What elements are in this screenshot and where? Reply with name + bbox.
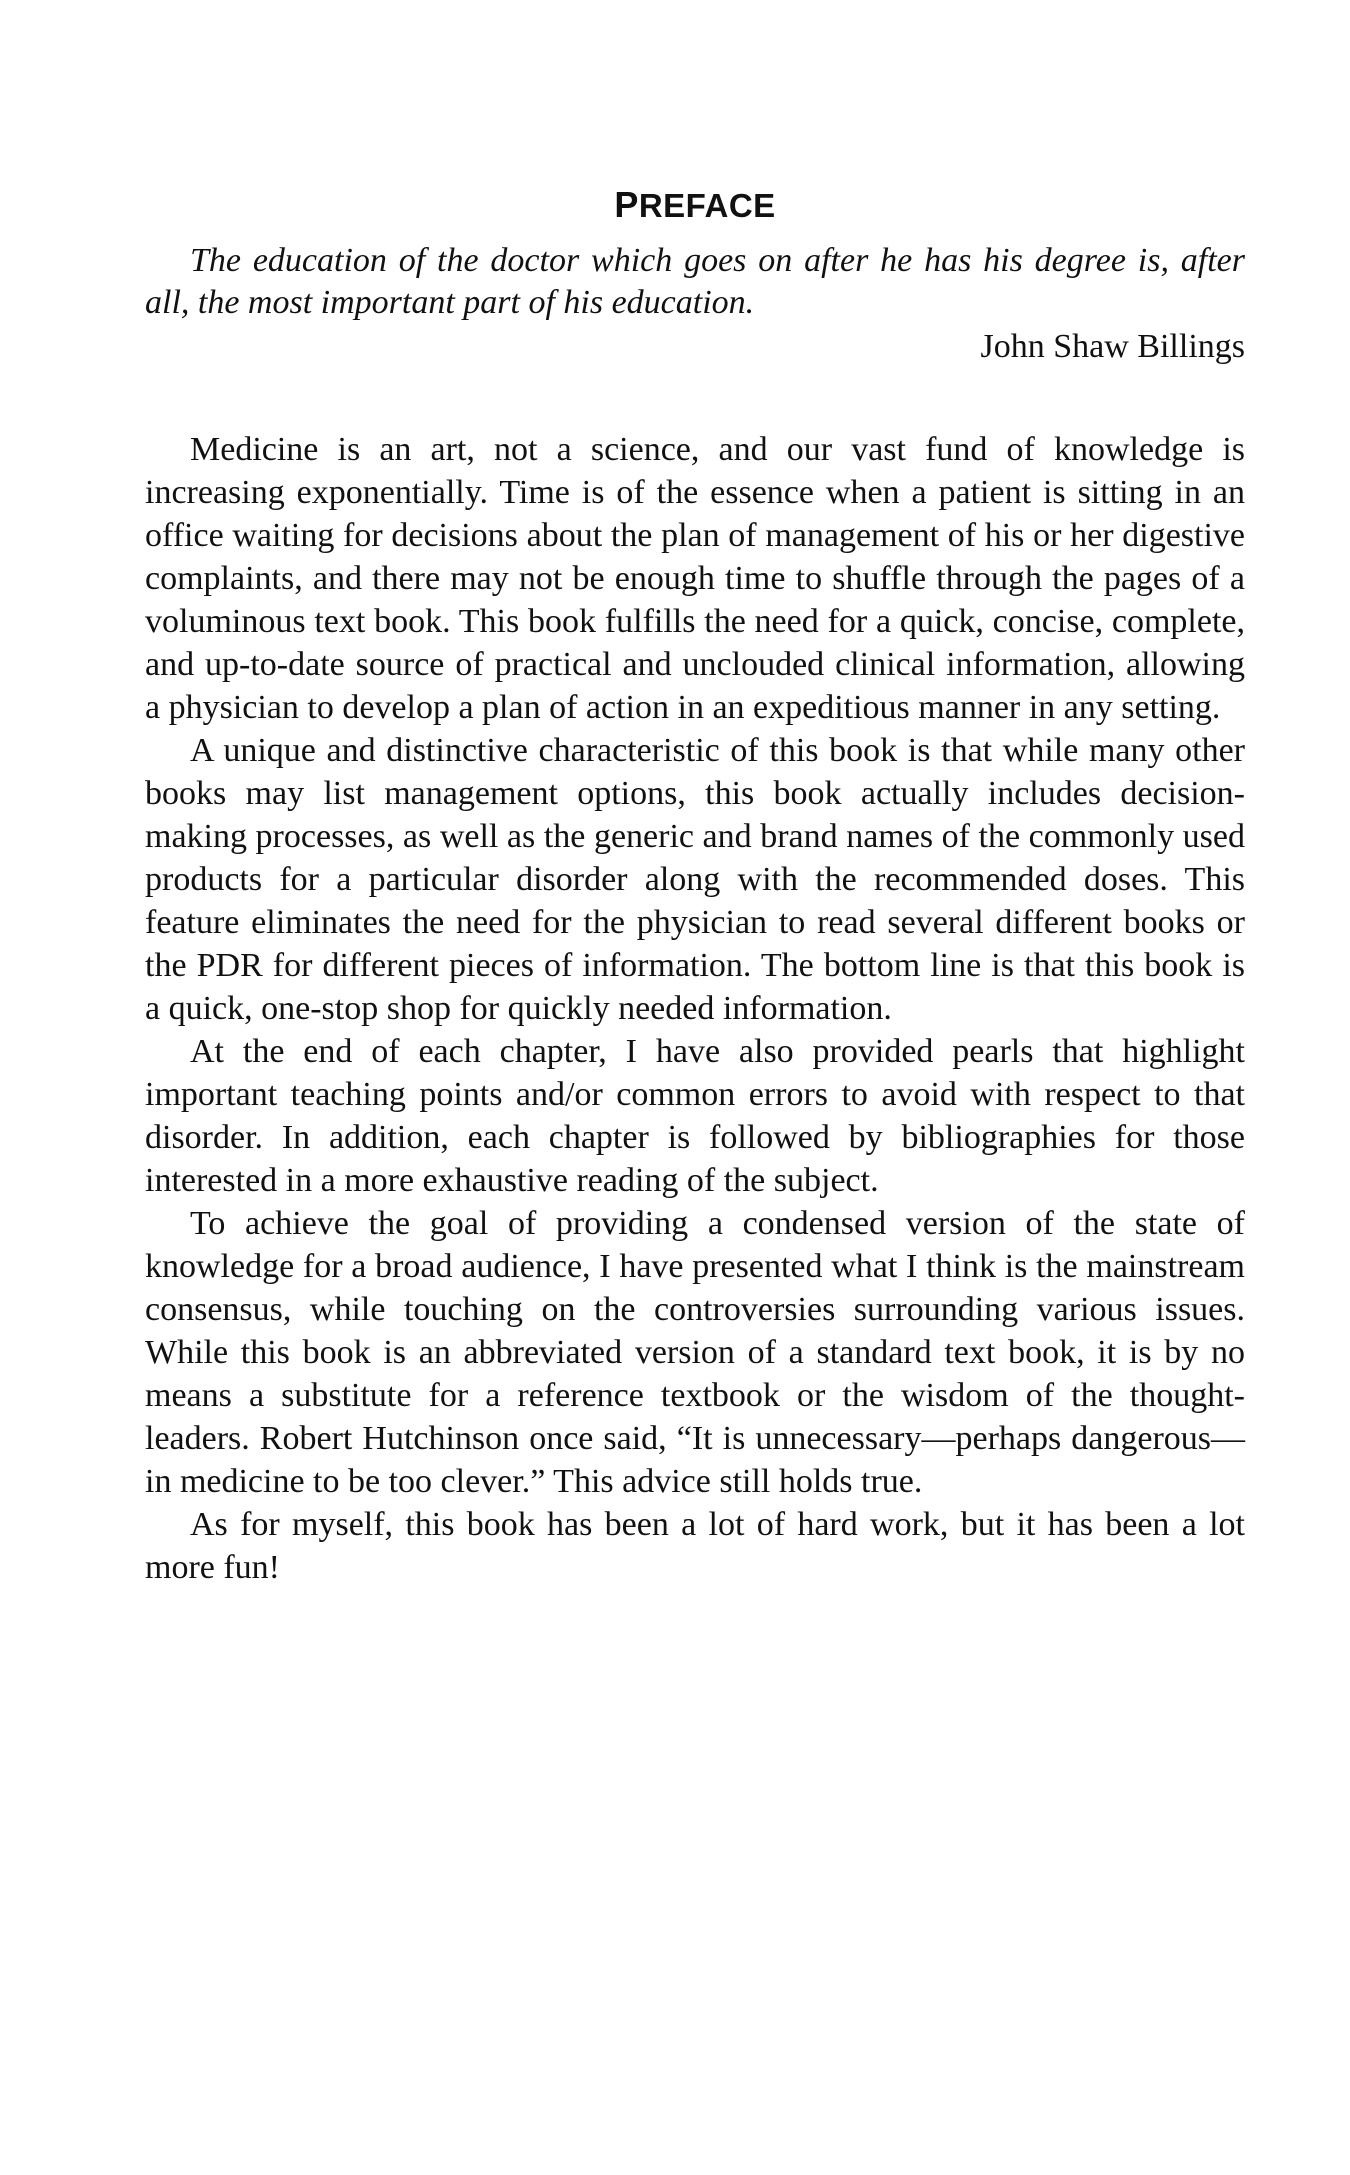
paragraph: A unique and distinctive characteristic of this book is that while many other books may list management options, this book actually includes decision-making processes, as well as the generic and brand names of the commonly used products for a particular disorder along with the recommended doses. This feature eliminates the need for the physician to read several different books or the PDR for different pieces of information. The bottom line is that this book is a quick, one-stop shop for quickly needed information.: [145, 732, 1245, 1027]
epigraph-author: John Shaw Billings: [980, 328, 1245, 365]
title-initial: P: [614, 184, 639, 225]
title-rest: REFACE: [638, 187, 776, 224]
paragraph: To achieve the goal of providing a condensed version of the state of knowledge for a broad audience, I have presented what I think is the mainstream consensus, while touching on the controversies surrounding various issues. While this book is an abbreviated version of a standard text book, it is by no means a substitute for a reference textbook or the wisdom of the thought-leaders. Robert Hutchinson once said, “It is unnecessary—perhaps dangerous—in medicine to be too clever.” This advice still holds true.: [145, 1205, 1245, 1500]
paragraph: Medicine is an art, not a science, and our vast fund of knowledge is increasing exponentially. Time is of the essence when a patient is sitting in an office waiting for decisions about the plan of management of his or her digestive complaints, and there may not be enough time to shuffle through the pages of a voluminous text book. This book fulfills the need for a quick, concise, complete, and up-to-date source of practical and unclouded clinical information, allowing a physician to develop a plan of action in an expeditious manner in any setting.: [145, 431, 1245, 726]
page-title: [145, 185, 1245, 226]
preface-body: [145, 428, 1245, 1589]
preface-page: [145, 185, 1245, 1589]
paragraph: At the end of each chapter, I have also provided pearls that highlight important teaching points and/or common errors to avoid with respect to that disorder. In addition, each chapter is followed by bibliographies for those interested in a more exhaustive reading of the subject.: [145, 1033, 1245, 1199]
paragraph: As for myself, this book has been a lot of hard work, but it has been a lot more fun!: [145, 1506, 1245, 1586]
epigraph-quote: The education of the doctor which goes on after he has his degree is, after all, the most important part of his education.: [145, 242, 1245, 321]
